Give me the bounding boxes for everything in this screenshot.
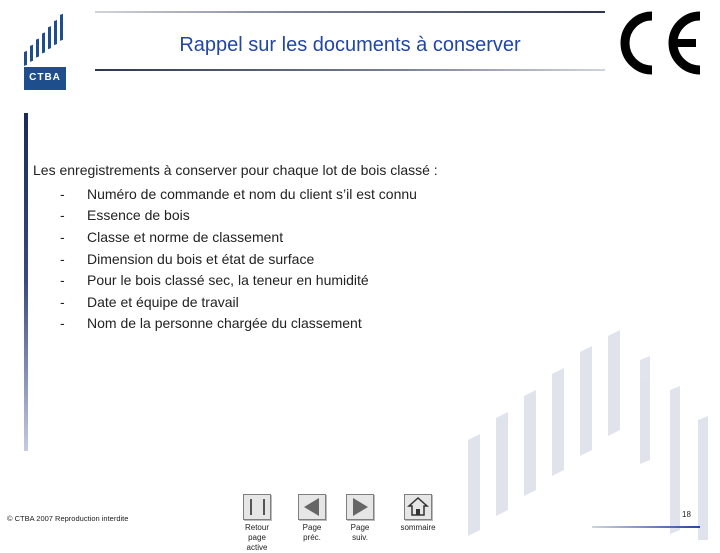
page-title: Rappel sur les documents à conserver (179, 34, 521, 56)
list-item-text: Nom de la personne chargée du classement (87, 315, 362, 332)
nav-label: Page suiv. (350, 523, 370, 542)
previous-page-button[interactable] (298, 494, 326, 520)
list-item-text: Classe et norme de classement (87, 228, 284, 245)
copyright-text: © CTBA 2007 Reproduction interdite (7, 514, 129, 523)
list-item (60, 205, 417, 227)
previous-page-icon (299, 495, 325, 519)
list-item-text: Dimension du bois et état de surface (87, 250, 315, 267)
bullet-dash: - (60, 250, 65, 267)
logo-text: CTBA (29, 72, 61, 83)
first-page-button[interactable] (243, 494, 271, 520)
list-item-text: Numéro de commande et nom du client s’il est connu (87, 185, 417, 202)
watermark-bars-icon (440, 330, 720, 540)
ce-mark-icon (612, 8, 708, 78)
nav-summary[interactable] (398, 494, 438, 533)
bullet-dash: - (60, 228, 65, 245)
records-list (60, 183, 417, 334)
ctba-logo (24, 12, 66, 90)
summary-button[interactable] (404, 494, 432, 520)
bullet-dash: - (60, 293, 65, 310)
list-item (60, 183, 417, 205)
page-number: 18 (682, 510, 691, 519)
next-page-button[interactable] (346, 494, 374, 520)
intro-text: Les enregistrements à conserver pour chaque lot de bois classé : (33, 162, 438, 178)
bullet-dash: - (60, 207, 65, 224)
list-item (60, 313, 417, 335)
bullet-dash: - (60, 185, 65, 202)
title-rule-top (95, 11, 605, 13)
list-item-text: Date et équipe de travail (87, 293, 239, 310)
next-page-icon (347, 495, 373, 519)
page-number-rule (592, 526, 700, 528)
list-item-text: Essence de bois (87, 207, 190, 224)
logo-barcode-icon (24, 12, 66, 68)
title-rule-bottom (95, 69, 605, 71)
nav-label: Page préc. (302, 523, 322, 542)
list-item (60, 248, 417, 270)
list-item (60, 269, 417, 291)
first-page-icon (244, 495, 270, 519)
list-item (60, 291, 417, 313)
bullet-dash: - (60, 272, 65, 289)
left-accent-bar (24, 113, 28, 451)
list-item (60, 226, 417, 248)
bullet-dash: - (60, 315, 65, 332)
nav-label: Retour page active (244, 523, 269, 552)
nav-previous-page[interactable] (292, 494, 332, 543)
nav-label: sommaire (400, 523, 436, 532)
nav-next-page[interactable] (340, 494, 380, 543)
home-icon (405, 495, 431, 519)
nav-first-page[interactable] (237, 494, 277, 553)
list-item-text: Pour le bois classé sec, la teneur en humidité (87, 272, 369, 289)
